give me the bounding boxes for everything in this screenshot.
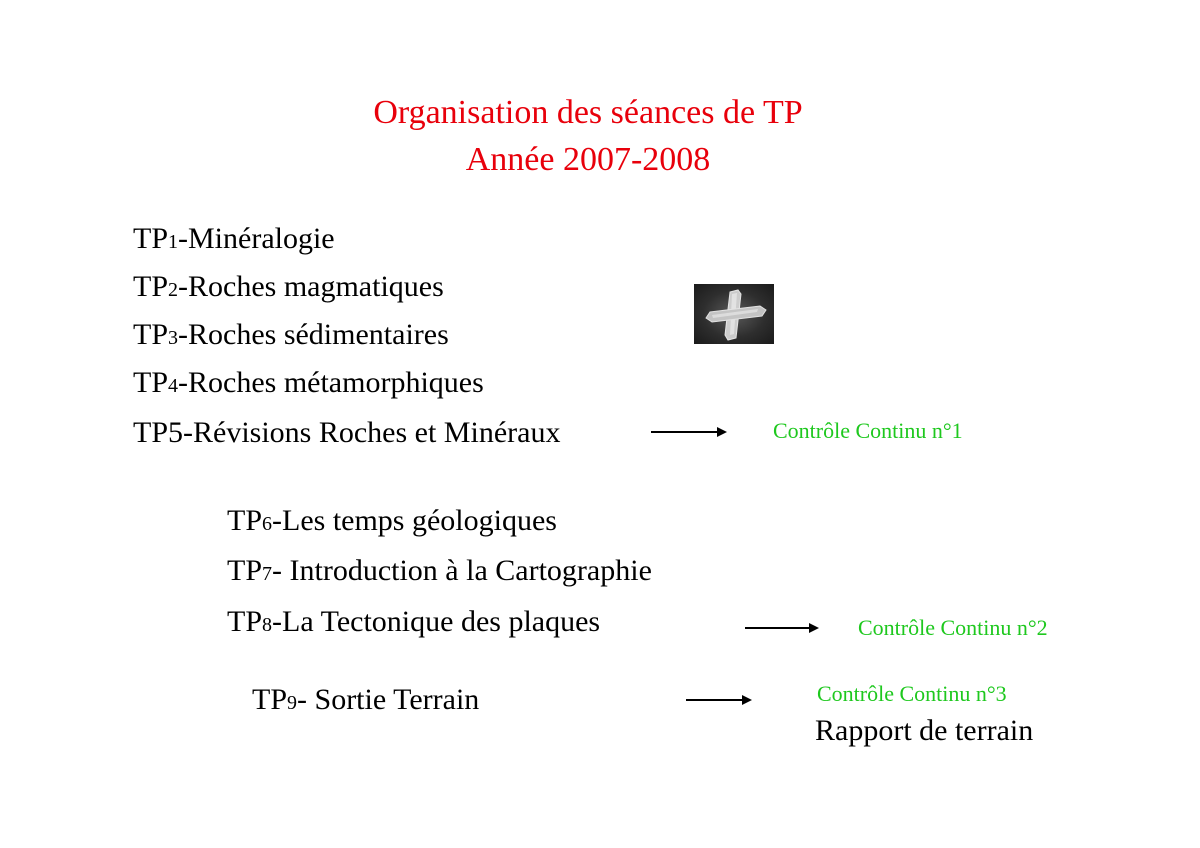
list-item-tp6: TP6-Les temps géologiques — [227, 504, 557, 537]
crystal-image — [694, 284, 774, 344]
title-line-2: Année 2007-2008 — [465, 141, 711, 178]
arrow-to-cc3 — [686, 694, 752, 706]
list-item-tp5: TP5-Révisions Roches et Minéraux — [133, 416, 561, 449]
list-item-tp8: TP8-La Tectonique des plaques — [227, 605, 601, 638]
list-item-tp9: TP9- Sortie Terrain — [252, 683, 480, 716]
list-item-tp7: TP7- Introduction à la Cartographie — [227, 554, 652, 587]
list-item-tp1: TP1-Minéralogie — [133, 222, 335, 255]
control-label-1: Contrôle Continu n°1 — [773, 418, 963, 443]
arrow-to-cc2 — [745, 622, 819, 634]
control-label-2: Contrôle Continu n°2 — [858, 615, 1048, 640]
control-label-3: Contrôle Continu n°3 — [817, 681, 1007, 706]
field-report-label: Rapport de terrain — [815, 714, 1034, 747]
list-item-tp2: TP2-Roches magmatiques — [133, 270, 444, 303]
arrow-to-cc1 — [651, 426, 727, 438]
title-line-1: Organisation des séances de TP — [373, 94, 803, 131]
list-item-tp4: TP4-Roches métamorphiques — [133, 366, 484, 399]
crystal-photo — [694, 284, 774, 344]
list-item-tp3: TP3-Roches sédimentaires — [133, 318, 449, 351]
